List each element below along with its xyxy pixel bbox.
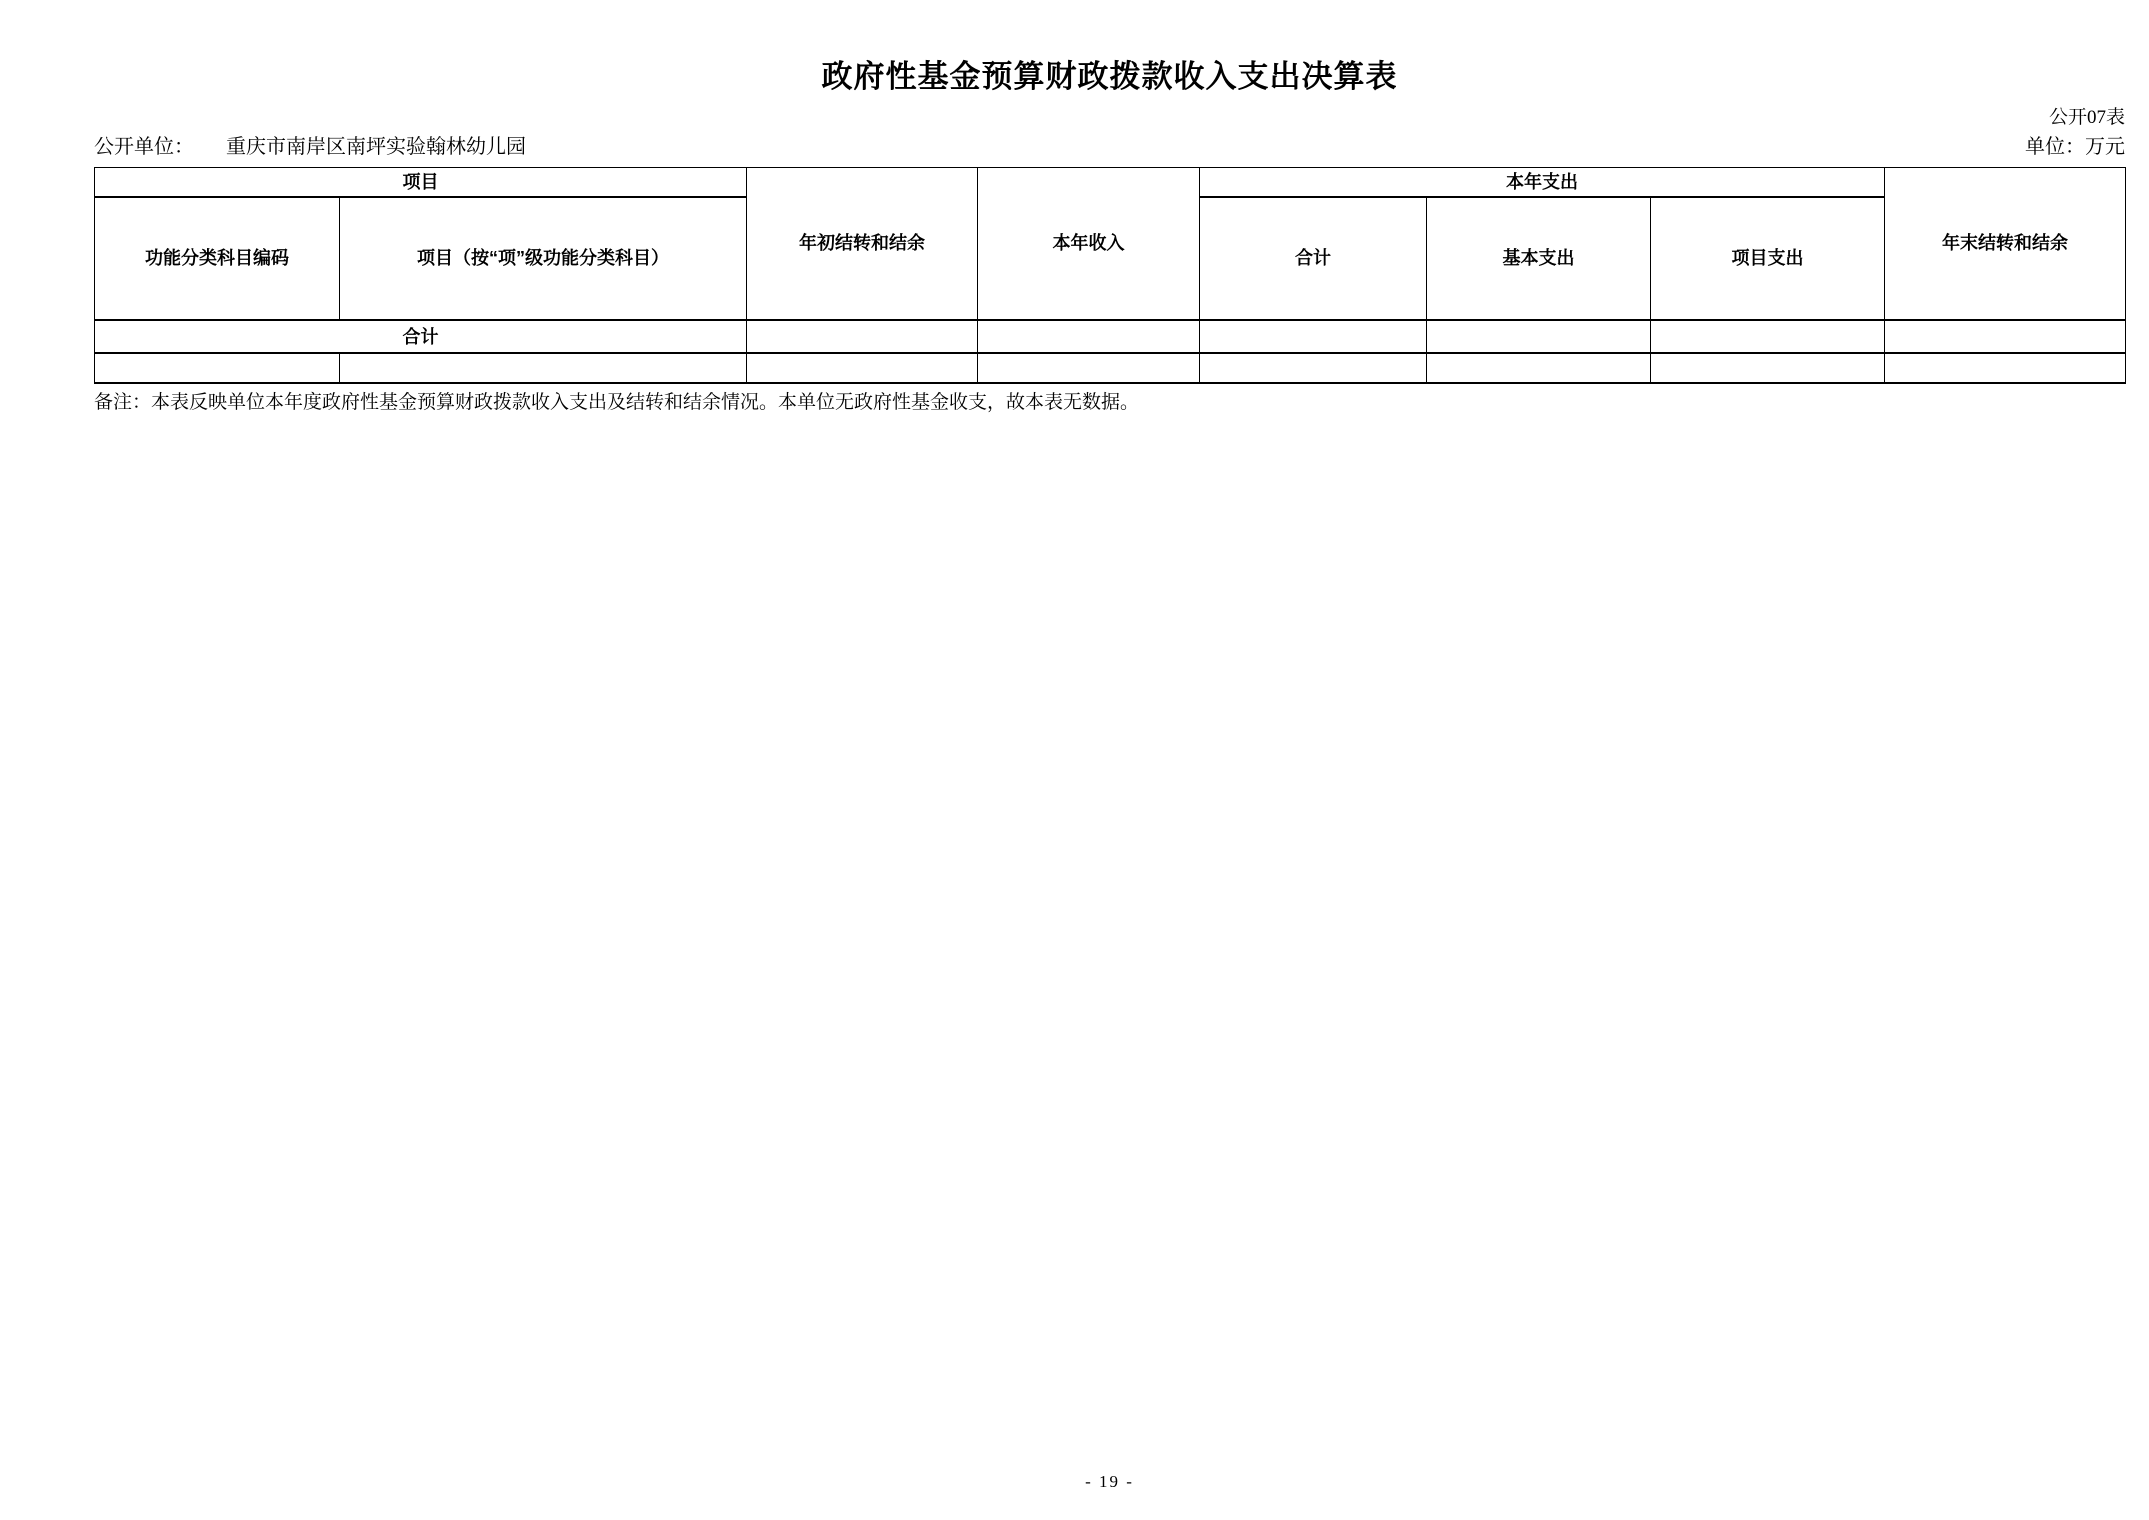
empty-year-income-cell — [978, 353, 1200, 383]
doc-content — [94, 0, 2125, 414]
total-end-balance-cell — [1885, 320, 2126, 353]
publisher-label: 公开单位： — [94, 136, 194, 159]
total-year-income-cell — [978, 320, 1200, 353]
total-project-expenditure-cell — [1651, 320, 1885, 353]
total-row-label: 合计 — [95, 320, 747, 353]
header-col-begin-balance: 年初结转和结余 — [747, 168, 978, 320]
note-text: 备注：本表反映单位本年度政府性基金预算财政拨款收入支出及结转和结余情况。本单位无政府性基金收支，故本表无数据。 — [94, 391, 1140, 413]
total-expenditure-total-cell — [1200, 320, 1427, 353]
empty-begin-balance-cell — [747, 353, 978, 383]
empty-end-balance-cell — [1885, 353, 2126, 383]
header-col-project-expenditure: 项目支出 — [1651, 197, 1885, 320]
page-title: 政府性基金预算财政拨款收入支出决算表 — [821, 59, 1398, 94]
header-group-expenditure: 本年支出 — [1200, 168, 1885, 197]
publisher-name: 重庆市南岸区南坪实验翰林幼儿园 — [226, 136, 526, 159]
fund-final-accounts-table — [94, 167, 2126, 384]
header-col-total: 合计 — [1200, 197, 1427, 320]
header-row-groups — [95, 168, 2126, 197]
table-row-total — [95, 320, 2126, 353]
header-col-basic-expenditure: 基本支出 — [1427, 197, 1651, 320]
publisher-line — [94, 136, 526, 159]
empty-project-expenditure-cell — [1651, 353, 1885, 383]
header-col-item-name: 项目（按“项”级功能分类科目） — [340, 197, 747, 320]
table-row-empty — [95, 353, 2126, 383]
empty-function-code-cell — [95, 353, 340, 383]
header-col-end-balance: 年末结转和结余 — [1885, 168, 2126, 320]
empty-expenditure-total-cell — [1200, 353, 1427, 383]
total-basic-expenditure-cell — [1427, 320, 1651, 353]
header-col-year-income: 本年收入 — [978, 168, 1200, 320]
total-begin-balance-cell — [747, 320, 978, 353]
header-col-function-code: 功能分类科目编码 — [95, 197, 340, 320]
empty-basic-expenditure-cell — [1427, 353, 1651, 383]
table-code-label: 公开07表 — [2048, 107, 2125, 129]
empty-item-name-cell — [340, 353, 747, 383]
header-group-item: 项目 — [95, 168, 747, 197]
money-unit-label: 单位：万元 — [2025, 136, 2125, 159]
page-number: - 19 - — [1085, 1472, 1134, 1491]
meta-line — [94, 136, 2125, 159]
